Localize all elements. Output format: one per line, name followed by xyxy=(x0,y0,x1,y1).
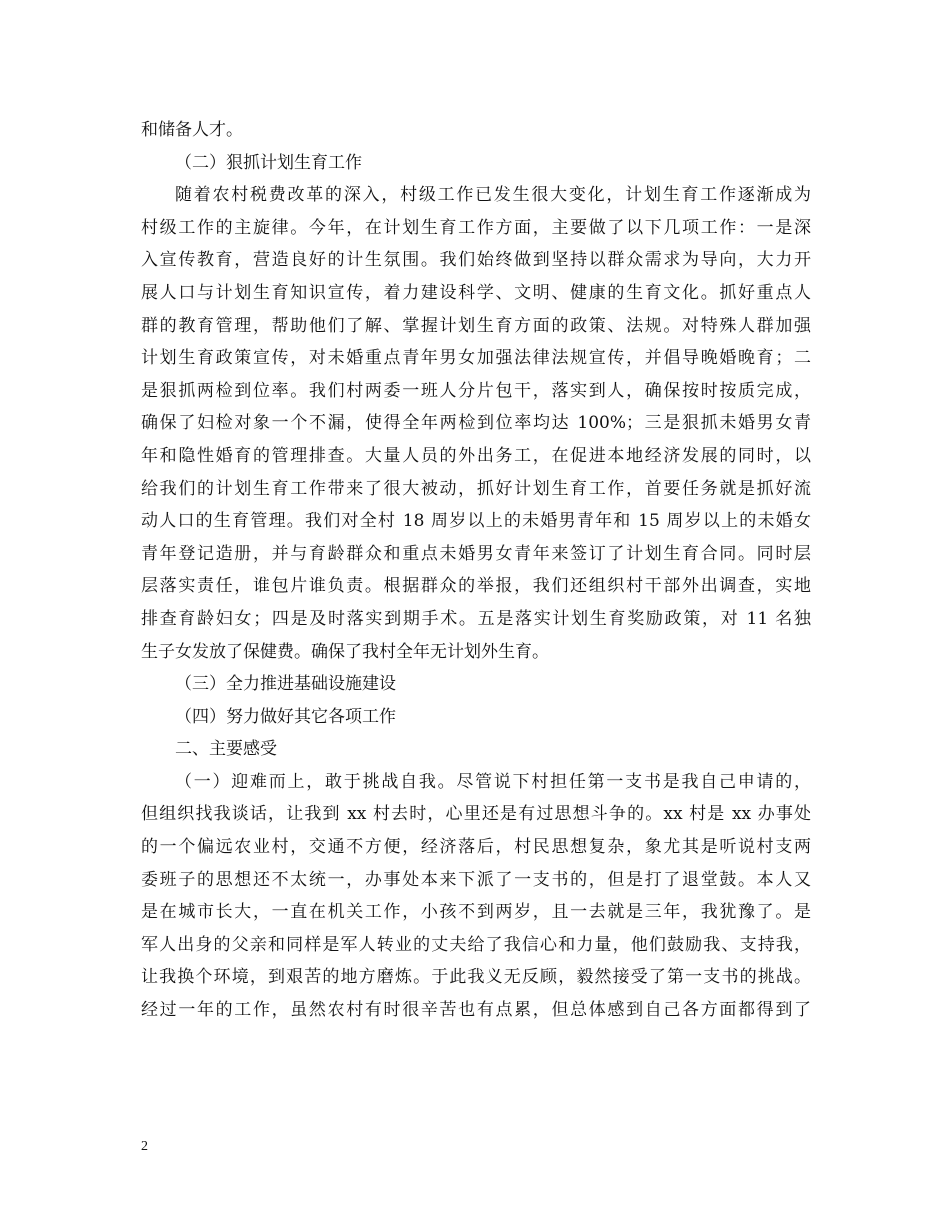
body-text xyxy=(141,114,811,1027)
text-line: 年和隐性婚育的管理排查。大量人员的外出务工，在促进本地经济发展的同时，以 xyxy=(141,445,811,466)
text-line: 展人口与计划生育知识宣传，着力建设科学、文明、健康的生育文化。抓好重点人 xyxy=(141,282,811,303)
text-line: 生子女发放了保健费。确保了我村全年无计划外生育。 xyxy=(141,641,549,662)
text-line: 随着农村税费改革的深入，村级工作已发生很大变化，计划生育工作逐渐成为 xyxy=(175,185,811,206)
text-line: 二、主要感受 xyxy=(175,739,277,760)
text-line: 计划生育政策宣传，对未婚重点青年男女加强法律法规宣传，并倡导晚婚晚育；二 xyxy=(141,348,811,369)
text-line: 的一个偏远农业村，交通不方便，经济落后，村民思想复杂，象尤其是听说村支两 xyxy=(141,837,811,858)
text-line: 和储备人才。 xyxy=(141,120,243,140)
text-line: （三）全力推进基础设施建设 xyxy=(175,674,396,695)
text-line: （一）迎难而上，敢于挑战自我。尽管说下村担任第一支书是我自己申请的， xyxy=(175,771,811,792)
text-line: 群的教育管理，帮助他们了解、掌握计划生育方面的政策、法规。对特殊人群加强 xyxy=(141,315,811,336)
text-line: 村级工作的主旋律。今年，在计划生育工作方面，主要做了以下几项工作：一是深 xyxy=(141,217,811,238)
page-number: 2 xyxy=(141,1139,148,1154)
text-line: （四）努力做好其它各项工作 xyxy=(175,706,396,727)
text-line: 入宣传教育，营造良好的计生氛围。我们始终做到坚持以群众需求为导向，大力开 xyxy=(141,250,811,271)
text-line: 经过一年的工作，虽然农村有时很辛苦也有点累，但总体感到自己各方面都得到了 xyxy=(141,1000,811,1021)
text-line: 但组织找我谈话，让我到 xx 村去时，心里还是有过思想斗争的。xx 村是 xx 办事处 xyxy=(141,804,811,825)
text-line: 青年登记造册，并与育龄群众和重点未婚男女青年来签订了计划生育合同。同时层 xyxy=(141,543,811,564)
text-line: 排查育龄妇女；四是及时落实到期手术。五是落实计划生育奖励政策，对 11 名独 xyxy=(141,608,811,629)
text-line: 让我换个环境，到艰苦的地方磨炼。于此我义无反顾，毅然接受了第一支书的挑战。 xyxy=(141,967,811,988)
text-line: 军人出身的父亲和同样是军人转业的丈夫给了我信心和力量，他们鼓励我、支持我， xyxy=(141,934,811,955)
text-line: 是在城市长大，一直在机关工作，小孩不到两岁，且一去就是三年，我犹豫了。是 xyxy=(141,902,811,923)
text-line: 是狠抓两检到位率。我们村两委一班人分片包干，落实到人，确保按时按质完成， xyxy=(141,380,811,401)
text-line: （二）狠抓计划生育工作 xyxy=(175,152,362,173)
text-line: 动人口的生育管理。我们对全村 18 周岁以上的未婚男青年和 15 周岁以上的未婚女 xyxy=(141,511,811,532)
text-line: 层落实责任，谁包片谁负责。根据群众的举报，我们还组织村干部外出调查，实地 xyxy=(141,576,811,597)
text-line: 委班子的思想还不太统一，办事处本来下派了一支书的，但是打了退堂鼓。本人又 xyxy=(141,869,811,890)
text-line: 确保了妇检对象一个不漏，使得全年两检到位率均达 100%；三是狠抓未婚男女青 xyxy=(141,413,811,434)
text-line: 给我们的计划生育工作带来了很大被动，抓好计划生育工作，首要任务就是抓好流 xyxy=(141,478,811,499)
